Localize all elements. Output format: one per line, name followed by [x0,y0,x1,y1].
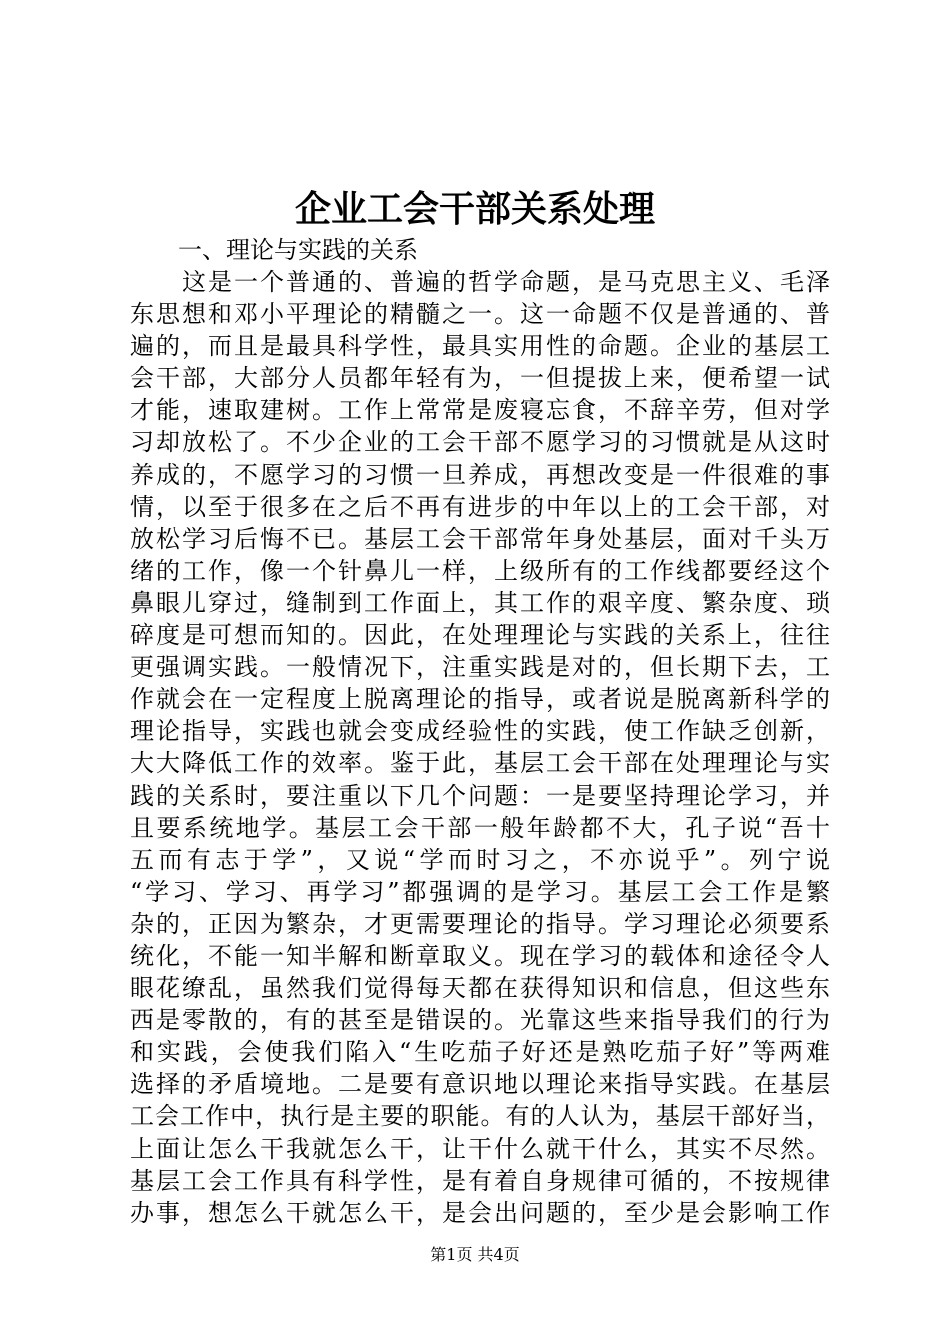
body-line: 工会工作中，执行是主要的职能。有的人认为，基层干部好当， [130,1102,830,1131]
body-line: 才能，速取建树。工作上常常是废寝忘食，不辞辛劳，但对学 [130,396,830,425]
body-line: 更强调实践。一般情况下，注重实践是对的，但长期下去，工 [130,653,830,682]
body-line: 五而有志于学”，又说“学而时习之，不亦说乎”。列宁说 [130,845,830,874]
section-heading: 一、理论与实践的关系 [178,236,418,264]
body-line: 基层工会工作具有科学性，是有着自身规律可循的，不按规律 [130,1166,830,1195]
body-line: 碎度是可想而知的。因此，在处理理论与实践的关系上，往往 [130,621,830,650]
body-line: 鼻眼儿穿过，缝制到工作面上，其工作的艰辛度、繁杂度、琐 [130,588,830,617]
body-line: 习却放松了。不少企业的工会干部不愿学习的习惯就是从这时 [130,428,830,457]
body-line: 西是零散的，有的甚至是错误的。光靠这些来指导我们的行为 [130,1006,830,1035]
body-line: 统化，不能一知半解和断章取义。现在学习的载体和途径令人 [130,941,830,970]
body-line: 践的关系时，要注重以下几个问题：一是要坚持理论学习，并 [130,781,830,810]
body-line: “学习、学习、再学习”都强调的是学习。基层工会工作是繁 [130,877,830,906]
body-line: 眼花缭乱，虽然我们觉得每天都在获得知识和信息，但这些东 [130,974,830,1003]
body-line: 放松学习后悔不已。基层工会干部常年身处基层，面对千头万 [130,524,830,553]
body-paragraph [130,266,830,1229]
body-line: 且要系统地学。基层工会干部一般年龄都不大，孔子说“吾十 [130,813,830,842]
body-line: 养成的，不愿学习的习惯一旦养成，再想改变是一件很难的事 [130,460,830,489]
body-line: 绪的工作，像一个针鼻儿一样，上级所有的工作线都要经这个 [130,556,830,585]
document-title: 企业工会干部关系处理 [294,188,655,230]
body-line: 这是一个普通的、普遍的哲学命题，是马克思主义、毛泽 [182,268,830,296]
body-line: 上面让怎么干我就怎么干，让干什么就干什么，其实不尽然。 [130,1134,830,1163]
body-line: 东思想和邓小平理论的精髓之一。这一命题不仅是普通的、普 [130,300,830,329]
body-line: 选择的矛盾境地。二是要有意识地以理论来指导实践。在基层 [130,1070,830,1099]
body-line: 情，以至于很多在之后不再有进步的中年以上的工会干部，对 [130,492,830,521]
body-line: 遍的，而且是最具科学性，最具实用性的命题。企业的基层工 [130,332,830,361]
body-line: 理论指导，实践也就会变成经验性的实践，使工作缺乏创新， [130,717,830,746]
body-line: 办事，想怎么干就怎么干，是会出问题的，至少是会影响工作 [130,1198,830,1227]
body-line: 大大降低工作的效率。鉴于此，基层工会干部在处理理论与实 [130,749,830,778]
body-line: 杂的，正因为繁杂，才更需要理论的指导。学习理论必须要系 [130,909,830,938]
page-number-footer: 第1页 共4页 [430,1245,520,1264]
body-line: 作就会在一定程度上脱离理论的指导，或者说是脱离新科学的 [130,685,830,714]
body-line: 会干部，大部分人员都年轻有为，一但提拔上来，便希望一试 [130,364,830,393]
body-line: 和实践，会使我们陷入“生吃茄子好还是熟吃茄子好”等两难 [130,1038,830,1067]
